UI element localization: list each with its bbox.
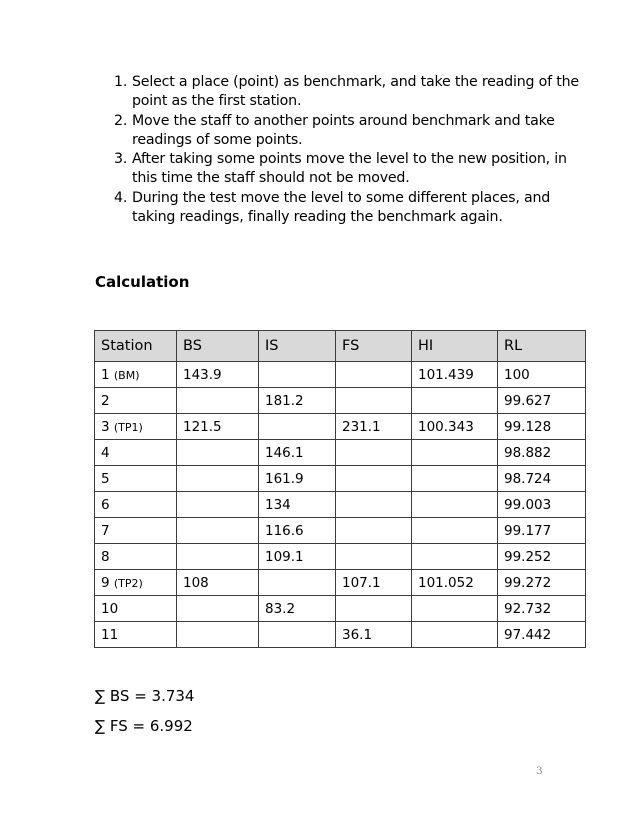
- leveling-table: [94, 330, 586, 648]
- station-number: 5: [101, 470, 110, 487]
- sum-bs: ∑ BS = 3.734: [95, 687, 195, 705]
- cell-is: 161.9: [259, 466, 336, 492]
- header-is: IS: [259, 331, 336, 362]
- table-row: [95, 596, 586, 622]
- station-number: 7: [101, 522, 110, 539]
- cell-station: [95, 544, 177, 570]
- cell-fs: [336, 596, 412, 622]
- cell-bs: 108: [177, 570, 259, 596]
- step-number: 4.: [114, 189, 128, 206]
- step-text: Move the staff to another points around benchmark and take readings of some points.: [132, 112, 555, 148]
- cell-station: [95, 440, 177, 466]
- table-row: [95, 362, 586, 388]
- station-number: 11: [101, 626, 119, 643]
- cell-fs: 107.1: [336, 570, 412, 596]
- cell-hi: 101.439: [412, 362, 498, 388]
- station-number: 8: [101, 548, 110, 565]
- cell-station: [95, 492, 177, 518]
- table-row: [95, 544, 586, 570]
- table-row: [95, 466, 586, 492]
- cell-station: [95, 466, 177, 492]
- cell-rl: 98.724: [498, 466, 586, 492]
- cell-station: [95, 596, 177, 622]
- cell-is: 134: [259, 492, 336, 518]
- station-number: 6: [101, 496, 110, 513]
- cell-hi: [412, 492, 498, 518]
- cell-fs: [336, 466, 412, 492]
- cell-bs: [177, 518, 259, 544]
- step-number: 2.: [114, 112, 128, 129]
- cell-fs: [336, 518, 412, 544]
- cell-is: 83.2: [259, 596, 336, 622]
- cell-station: [95, 622, 177, 648]
- step-number: 3.: [114, 151, 128, 168]
- cell-hi: [412, 622, 498, 648]
- procedure-step: [114, 150, 584, 189]
- cell-hi: [412, 466, 498, 492]
- page-number: 3: [536, 765, 543, 777]
- procedure-list: [114, 73, 584, 227]
- cell-is: [259, 414, 336, 440]
- header-fs: FS: [336, 331, 412, 362]
- station-note: (BM): [113, 368, 140, 382]
- table-row: [95, 622, 586, 648]
- cell-rl: 100: [498, 362, 586, 388]
- cell-rl: 99.627: [498, 388, 586, 414]
- table-body: [95, 362, 586, 648]
- cell-hi: 101.052: [412, 570, 498, 596]
- cell-is: [259, 362, 336, 388]
- header-rl: RL: [498, 331, 586, 362]
- cell-rl: 99.003: [498, 492, 586, 518]
- cell-bs: [177, 492, 259, 518]
- station-note: (TP1): [113, 420, 143, 434]
- cell-hi: [412, 518, 498, 544]
- cell-fs: [336, 492, 412, 518]
- table-header-row: [95, 331, 586, 362]
- cell-bs: 143.9: [177, 362, 259, 388]
- cell-is: 146.1: [259, 440, 336, 466]
- station-number: 1: [101, 366, 110, 383]
- cell-is: [259, 570, 336, 596]
- station-number: 4: [101, 444, 110, 461]
- cell-is: 109.1: [259, 544, 336, 570]
- table-row: [95, 414, 586, 440]
- table-row: [95, 518, 586, 544]
- cell-rl: 99.128: [498, 414, 586, 440]
- step-text: Select a place (point) as benchmark, and take the reading of the point as the first station.: [132, 74, 579, 110]
- cell-hi: [412, 440, 498, 466]
- cell-is: 116.6: [259, 518, 336, 544]
- section-heading: Calculation: [95, 273, 190, 291]
- cell-hi: [412, 544, 498, 570]
- cell-fs: [336, 362, 412, 388]
- cell-rl: 97.442: [498, 622, 586, 648]
- cell-station: [95, 388, 177, 414]
- cell-fs: 231.1: [336, 414, 412, 440]
- header-station: Station: [95, 331, 177, 362]
- cell-station: [95, 518, 177, 544]
- cell-rl: 99.252: [498, 544, 586, 570]
- cell-bs: [177, 388, 259, 414]
- station-number: 10: [101, 600, 119, 617]
- cell-is: 181.2: [259, 388, 336, 414]
- cell-station: [95, 362, 177, 388]
- step-text: During the test move the level to some different places, and taking readings, finally reading the benchmark again.: [132, 189, 551, 226]
- cell-is: [259, 622, 336, 648]
- cell-bs: [177, 440, 259, 466]
- cell-rl: 99.177: [498, 518, 586, 544]
- cell-fs: 36.1: [336, 622, 412, 648]
- procedure-step: [114, 73, 584, 112]
- cell-hi: [412, 388, 498, 414]
- procedure-step: [114, 112, 584, 151]
- station-number: 3: [101, 418, 110, 435]
- cell-bs: 121.5: [177, 414, 259, 440]
- step-number: 1.: [114, 74, 128, 90]
- cell-rl: 98.882: [498, 440, 586, 466]
- step-text: After taking some points move the level to the new position, in this time the staff should not be moved.: [132, 151, 567, 187]
- cell-rl: 99.272: [498, 570, 586, 596]
- station-note: (TP2): [113, 576, 143, 590]
- cell-fs: [336, 388, 412, 414]
- cell-hi: [412, 596, 498, 622]
- cell-bs: [177, 544, 259, 570]
- cell-fs: [336, 544, 412, 570]
- cell-bs: [177, 622, 259, 648]
- station-number: 9: [101, 574, 110, 591]
- cell-bs: [177, 596, 259, 622]
- cell-rl: 92.732: [498, 596, 586, 622]
- table-row: [95, 388, 586, 414]
- sum-fs: ∑ FS = 6.992: [95, 717, 193, 735]
- table-row: [95, 440, 586, 466]
- header-hi: HI: [412, 331, 498, 362]
- cell-station: [95, 414, 177, 440]
- table-row: [95, 570, 586, 596]
- procedure-step: [114, 189, 584, 228]
- header-bs: BS: [177, 331, 259, 362]
- cell-bs: [177, 466, 259, 492]
- cell-fs: [336, 440, 412, 466]
- station-number: 2: [101, 392, 110, 409]
- cell-hi: 100.343: [412, 414, 498, 440]
- cell-station: [95, 570, 177, 596]
- table-row: [95, 492, 586, 518]
